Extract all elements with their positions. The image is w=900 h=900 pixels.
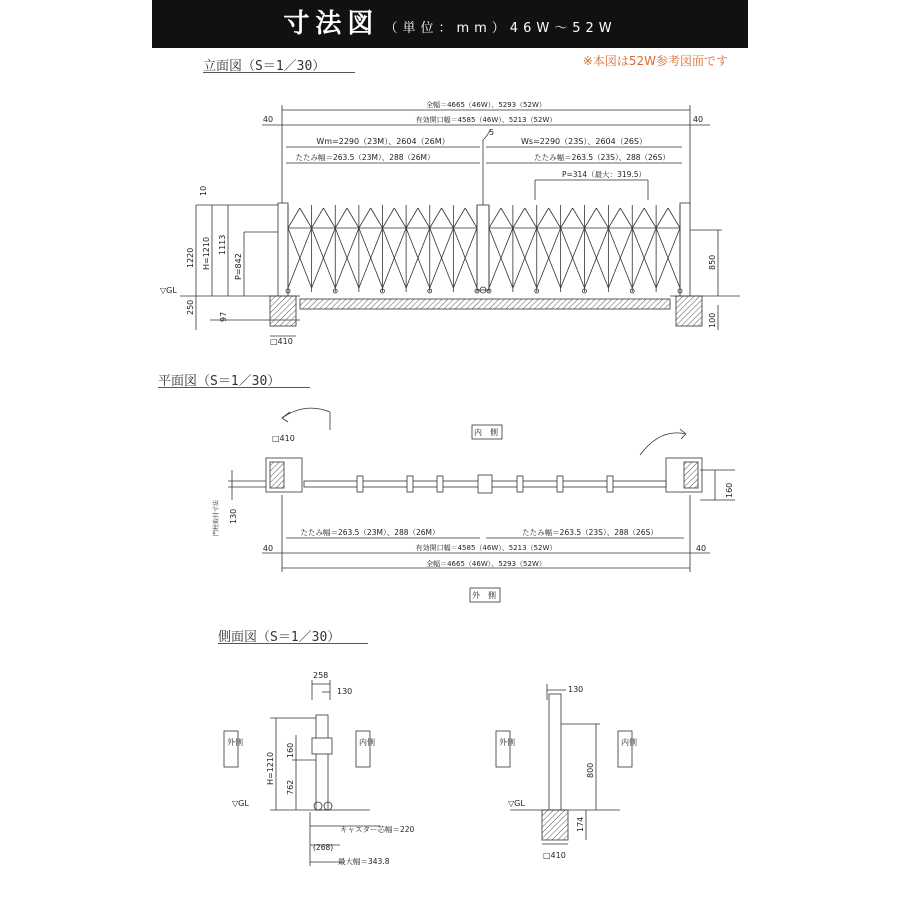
lattice-peak (632, 208, 644, 228)
side-inner: 内側 (359, 738, 375, 747)
lattice-peak (585, 208, 597, 228)
plan-opening-width: 有効開口幅＝4585（46W）、5213（52W） (415, 544, 557, 552)
front-left-clear: 40 (262, 115, 274, 124)
front-d1113: 1113 (218, 234, 227, 255)
side-h1210: H=1210 (266, 751, 275, 785)
lattice-peak (573, 208, 585, 228)
lattice-peak (335, 208, 347, 228)
lattice-peak (323, 208, 335, 228)
left-foundation (270, 296, 296, 326)
lattice-peak (371, 208, 383, 228)
plan-total-width: 全幅＝4665（46W）、5293（52W） (426, 560, 546, 568)
post-d800: 800 (586, 762, 595, 778)
front-pitch: P=314（最大：319.5） (561, 170, 647, 179)
post-foundation (542, 810, 568, 840)
side-gate-profile (316, 715, 328, 810)
plan-d130: 130 (229, 508, 238, 524)
left-post (278, 203, 288, 296)
right-foundation (676, 296, 702, 326)
plan-link-knuckle (557, 476, 563, 492)
lattice-peak (525, 208, 537, 228)
plan-link-knuckle (357, 476, 363, 492)
side-d130b: 130 (568, 685, 584, 694)
lattice-peak (537, 208, 549, 228)
lattice-peak (549, 208, 561, 228)
drawing-title: 寸法図 (283, 9, 380, 39)
lattice-peak (300, 208, 312, 228)
front-wm: Wm=2290（23M）、2604（26M） (316, 137, 450, 146)
front-fold-s: たたみ幅＝263.5（23S）、288（26S） (534, 153, 670, 162)
lattice-peak (501, 208, 513, 228)
front-view-title: 立面図（S＝1／30） (203, 59, 326, 74)
plan-view (228, 408, 735, 602)
front-total-width: 全幅＝4665（46W）、5293（52W） (426, 101, 546, 109)
plan-view-labels (212, 427, 734, 600)
lattice-peak (668, 208, 680, 228)
caster-width: キャスター芯幅＝220 (340, 825, 415, 834)
side-outer: 外側 (227, 738, 243, 747)
front-d250: 250 (186, 299, 195, 315)
lattice-peak (359, 208, 371, 228)
side-d258: 258 (313, 671, 329, 680)
side-inner2: 内側 (621, 738, 637, 747)
plan-view-title: 平面図（S＝1／30） (158, 374, 281, 389)
plan-fold-m: たたみ幅＝263.5（23M）、288（26M） (300, 528, 440, 537)
unit-subtitle: （単位：mm）46W～52W (384, 21, 617, 36)
plan-outside: 外 側 (472, 591, 496, 600)
lattice-peak (383, 208, 395, 228)
front-gap: 5 (489, 128, 495, 137)
front-ws: Ws=2290（23S）、2604（26S） (520, 137, 648, 146)
lattice-peak (288, 208, 300, 228)
side-view-labels (227, 671, 637, 866)
side-view-title: 側面図（S＝1／30） (218, 630, 341, 645)
front-p842: P=842 (234, 253, 243, 280)
lattice-peak (442, 208, 454, 228)
front-d10: 10 (199, 185, 208, 196)
lattice-peak (644, 208, 656, 228)
lattice-peak (406, 208, 418, 228)
side-max-width: 最大幅＝343.8 (338, 857, 390, 866)
center-latch (477, 205, 489, 290)
lattice-peak (561, 208, 573, 228)
lattice-peak (513, 208, 525, 228)
plan-right-clear: 40 (695, 544, 707, 553)
side-d160: 160 (286, 742, 295, 758)
lattice-peak (347, 208, 359, 228)
outer2-label-box (496, 731, 510, 767)
plan-link-knuckle (407, 476, 413, 492)
lattice-peak (465, 208, 477, 228)
lattice-peak (596, 208, 608, 228)
ground-slab (300, 299, 670, 309)
front-opening-width: 有効開口幅＝4585（46W）、5213（52W） (415, 116, 557, 124)
post-d174: 174 (576, 816, 585, 832)
swing-arrow-right (640, 433, 686, 455)
lattice-peak (418, 208, 430, 228)
plan-center-latch (478, 475, 492, 493)
outer-label-box (224, 731, 238, 767)
plan-d160: 160 (725, 482, 734, 498)
side-view-gate (224, 680, 380, 866)
reference-note: ※本図は52W参考図面です (582, 54, 728, 68)
lattice-peak (430, 208, 442, 228)
inner2-label-box (618, 731, 632, 767)
plan-fold-s: たたみ幅＝263.5（23S）、288（26S） (522, 528, 658, 537)
side-post-profile (549, 694, 561, 810)
plan-post-base: □410 (272, 434, 295, 443)
inner-label-box (356, 731, 370, 767)
front-fold-m: たたみ幅＝263.5（23M）、288（26M） (295, 153, 435, 162)
post-gl: ▽GL (508, 799, 525, 808)
front-d100: 100 (708, 312, 717, 328)
lattice-peak (620, 208, 632, 228)
plan-link-knuckle (437, 476, 443, 492)
lattice-peak (489, 208, 501, 228)
right-post (680, 203, 690, 296)
side-gl: ▽GL (232, 799, 249, 808)
side-d762: 762 (286, 779, 295, 795)
side-view-post (496, 684, 632, 844)
plan-post-note: 門柱取付寸法 (213, 499, 220, 536)
front-gl: ▽GL (160, 286, 177, 295)
lattice-peak (656, 208, 668, 228)
front-d97: 97 (219, 311, 228, 322)
side-d268: (268) (313, 843, 334, 852)
front-d850: 850 (708, 254, 717, 270)
lattice-peak (453, 208, 465, 228)
lattice-peak (312, 208, 324, 228)
front-right-clear: 40 (692, 115, 704, 124)
plan-left-clear: 40 (262, 544, 274, 553)
plan-link-knuckle (607, 476, 613, 492)
lattice-peak (394, 208, 406, 228)
side-outer2: 外側 (499, 738, 515, 747)
front-d1220: 1220 (186, 247, 195, 268)
side-d130a: 130 (337, 687, 353, 696)
lattice-peak (608, 208, 620, 228)
front-post-base: □410 (270, 337, 293, 346)
post-base: □410 (543, 851, 566, 860)
plan-link-knuckle (517, 476, 523, 492)
plan-inside: 内 側 (474, 428, 498, 437)
front-h1210: H=1210 (202, 236, 211, 270)
